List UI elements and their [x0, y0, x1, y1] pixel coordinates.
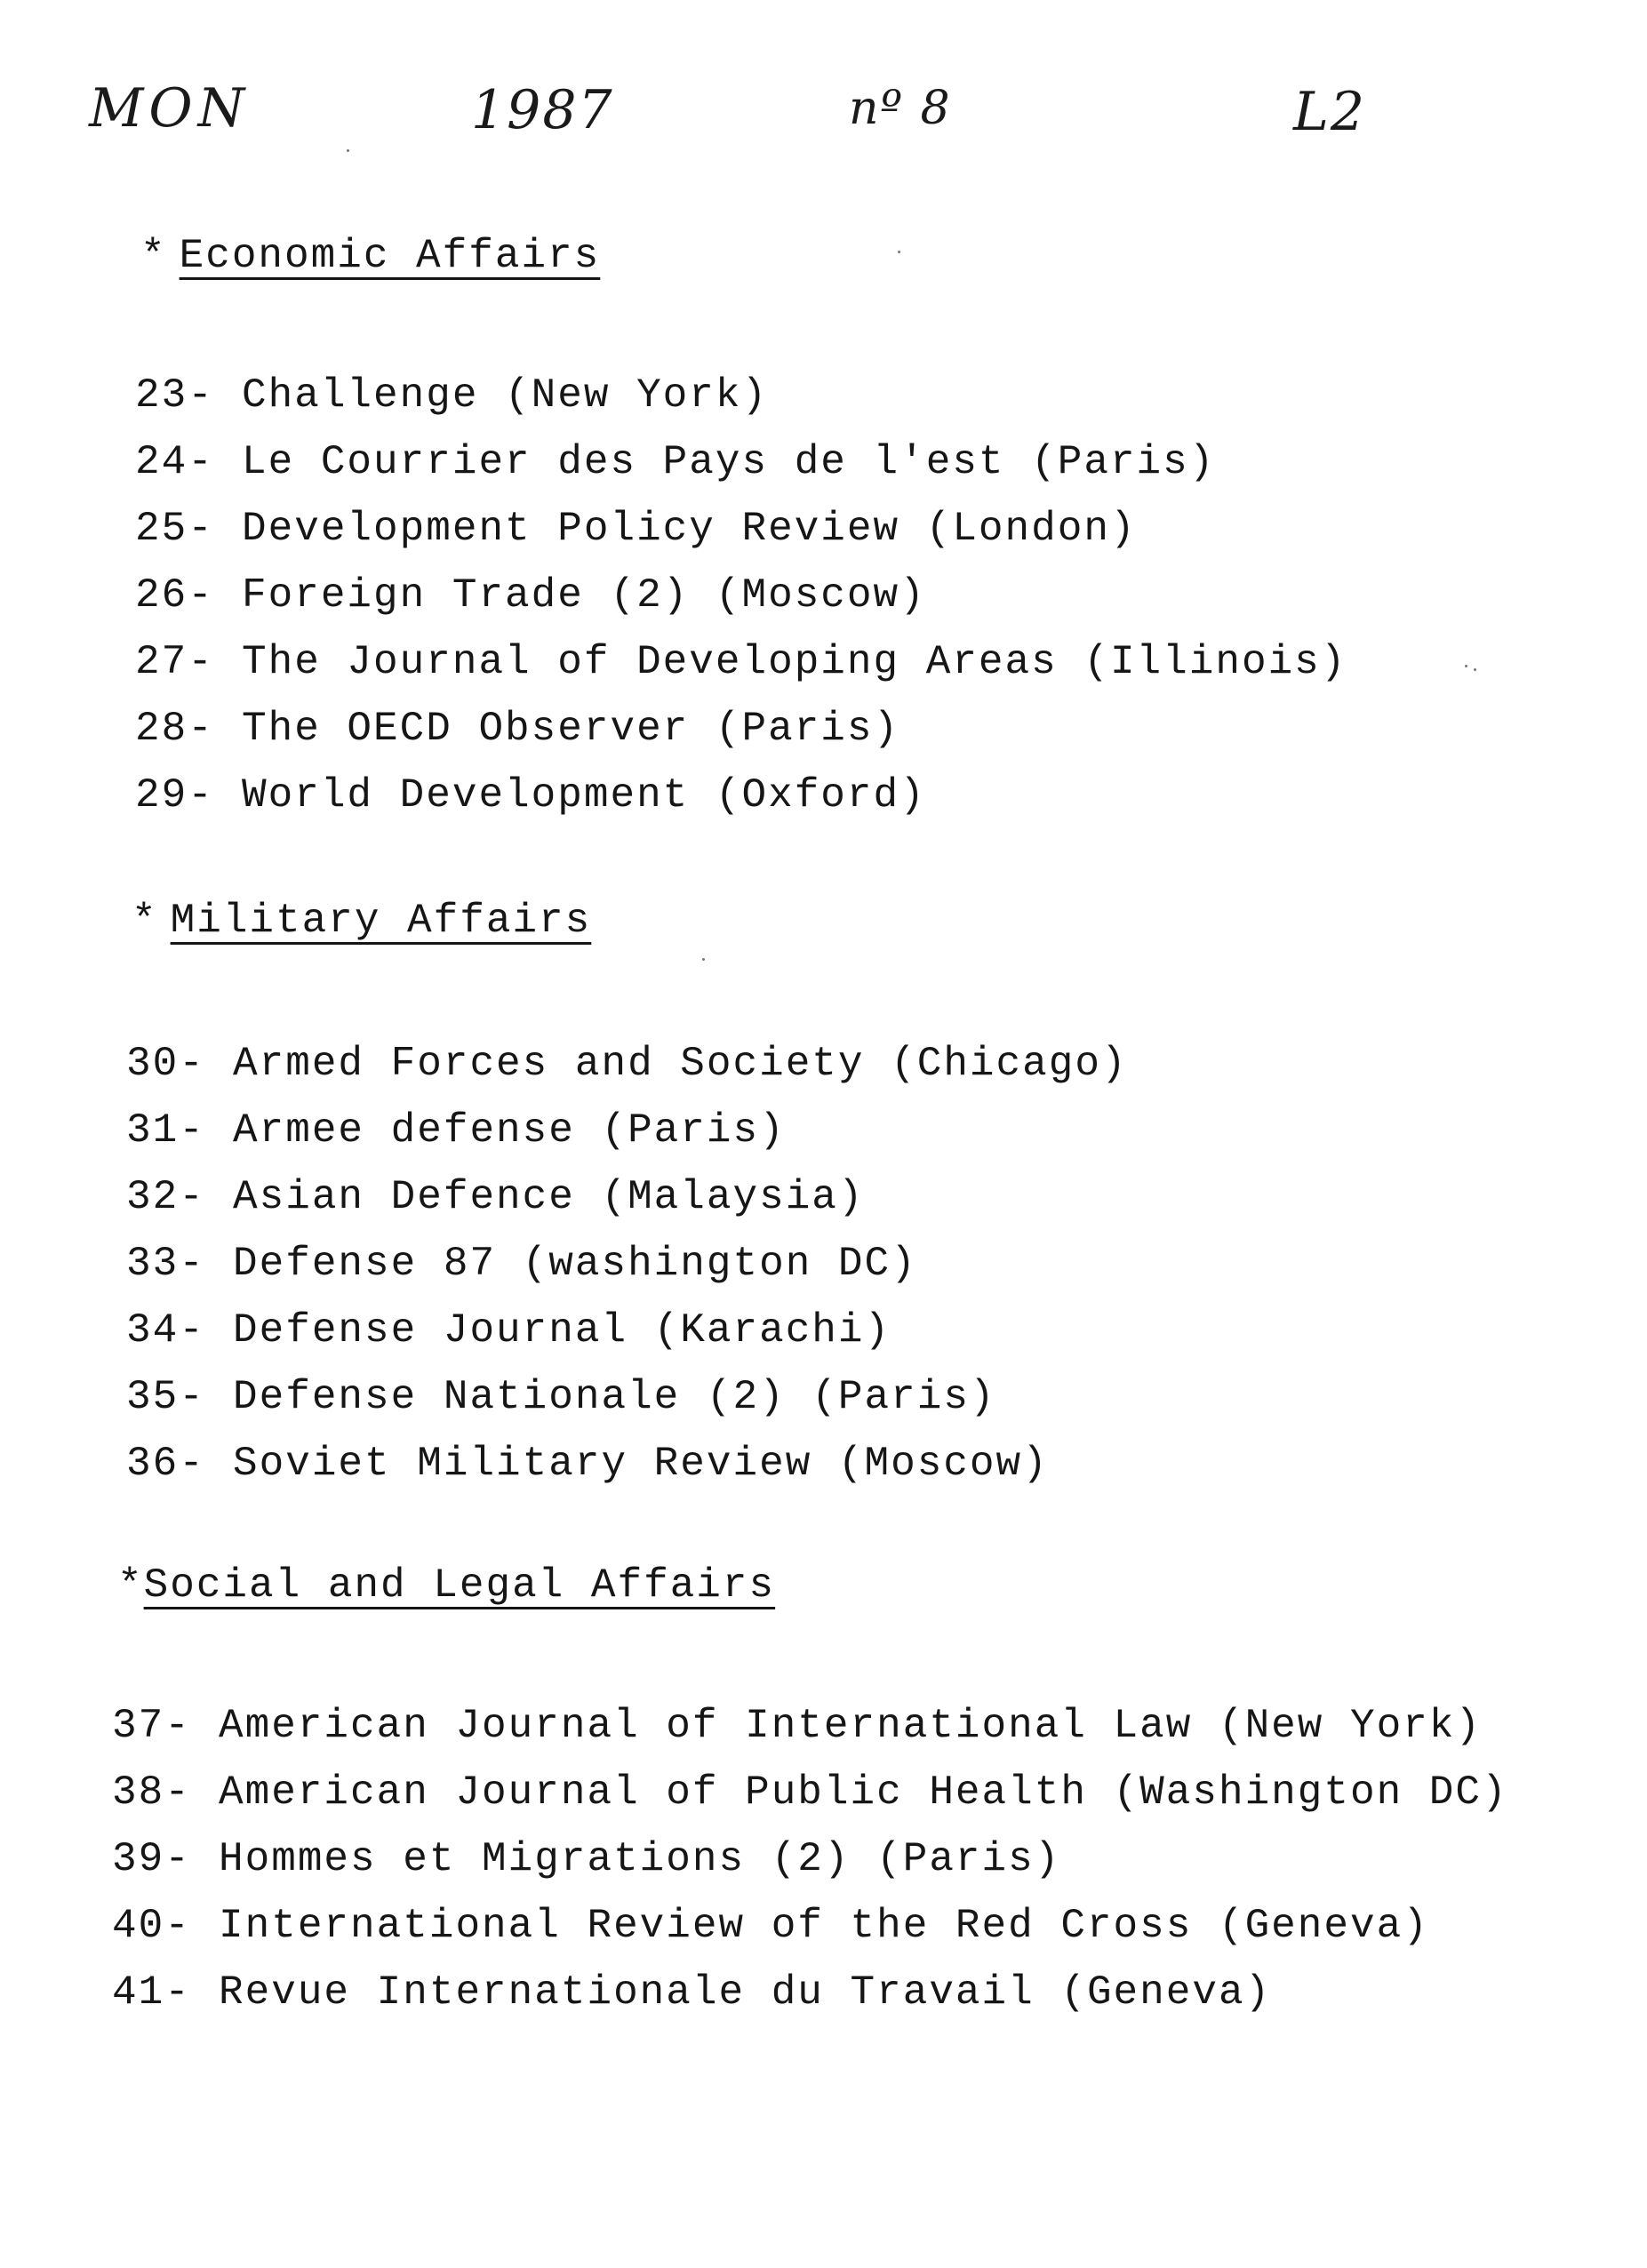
section-bullet: *	[140, 233, 167, 279]
entry-number: 31-	[126, 1107, 205, 1154]
section-title: Social and Legal Affairs	[143, 1562, 776, 1609]
scan-speck	[1465, 665, 1467, 667]
list-item	[135, 696, 1347, 763]
entry-number: 28-	[135, 706, 214, 752]
section-bullet: *	[117, 1562, 144, 1609]
entry-text: Defense Nationale (2) (Paris)	[233, 1374, 996, 1420]
entry-number: 40-	[112, 1903, 191, 1949]
entry-number: 35-	[126, 1374, 205, 1420]
social-legal-affairs-list	[112, 1693, 1508, 2026]
entry-text: American Journal of Public Health (Washington DC)	[219, 1769, 1508, 1816]
list-item	[135, 763, 1347, 829]
list-item	[126, 1164, 1128, 1231]
entry-text: The Journal of Developing Areas (Illinois)	[242, 639, 1347, 685]
entry-text: Development Policy Review (London)	[242, 506, 1137, 552]
entry-text: Foreign Trade (2) (Moscow)	[242, 572, 926, 619]
entry-number: 23-	[135, 372, 214, 419]
list-item	[135, 496, 1347, 563]
entry-number: 30-	[126, 1041, 205, 1087]
entry-number: 37-	[112, 1703, 191, 1749]
handwritten-year: 1987	[471, 79, 614, 141]
scan-speck	[898, 251, 900, 253]
handwritten-number: nº 8	[849, 82, 952, 135]
entry-number: 36-	[126, 1441, 205, 1487]
entry-text: Armed Forces and Society (Chicago)	[233, 1041, 1128, 1087]
list-item	[126, 1031, 1128, 1098]
list-item	[126, 1098, 1128, 1164]
scan-speck	[702, 958, 705, 961]
list-item	[126, 1431, 1128, 1497]
entry-text: Hommes et Migrations (2) (Paris)	[219, 1836, 1061, 1882]
list-item	[112, 1893, 1508, 1960]
entry-text: Asian Defence (Malaysia)	[233, 1174, 865, 1220]
entry-text: The OECD Observer (Paris)	[242, 706, 900, 752]
military-affairs-list	[126, 1031, 1128, 1497]
list-item	[135, 563, 1347, 629]
list-item	[135, 629, 1347, 696]
entry-number: 39-	[112, 1836, 191, 1882]
section-title: Military Affairs	[170, 898, 592, 944]
entry-number: 26-	[135, 572, 214, 619]
entry-text: Le Courrier des Pays de l'est (Paris)	[242, 439, 1216, 485]
entry-number: 38-	[112, 1769, 191, 1816]
scan-speck	[347, 149, 349, 152]
entry-text: Defense Journal (Karachi)	[233, 1307, 891, 1354]
entry-text: American Journal of International Law (New York)	[219, 1703, 1483, 1749]
section-heading-military-affairs	[132, 898, 591, 944]
list-item	[126, 1298, 1128, 1364]
entry-text: Armee defense (Paris)	[233, 1107, 786, 1154]
scan-speck	[1474, 668, 1476, 671]
entry-number: 41-	[112, 1969, 191, 2016]
list-item	[112, 1760, 1508, 1826]
entry-text: Challenge (New York)	[242, 372, 769, 419]
entry-number: 34-	[126, 1307, 205, 1354]
entry-number: 32-	[126, 1174, 205, 1220]
entry-number: 27-	[135, 639, 214, 685]
entry-number: 24-	[135, 439, 214, 485]
handwritten-code: MON	[89, 77, 251, 140]
section-heading-economic-affairs	[140, 233, 600, 279]
entry-text: International Review of the Red Cross (Geneva)	[219, 1903, 1429, 1949]
list-item	[112, 1693, 1508, 1760]
section-title: Economic Affairs	[179, 233, 601, 279]
entry-number: 29-	[135, 772, 214, 819]
list-item	[126, 1364, 1128, 1431]
list-item	[135, 363, 1347, 429]
section-bullet: *	[132, 898, 158, 944]
entry-text: Defense 87 (washington DC)	[233, 1241, 917, 1287]
list-item	[135, 429, 1347, 496]
economic-affairs-list	[135, 363, 1347, 829]
entry-text: Revue Internationale du Travail (Geneva)	[219, 1969, 1272, 2016]
entry-number: 25-	[135, 506, 214, 552]
list-item	[126, 1231, 1128, 1298]
entry-text: Soviet Military Review (Moscow)	[233, 1441, 1049, 1487]
entry-number: 33-	[126, 1241, 205, 1287]
section-heading-social-legal-affairs	[117, 1562, 775, 1609]
handwritten-page-ref: L2	[1293, 81, 1367, 143]
list-item	[112, 1826, 1508, 1893]
list-item	[112, 1960, 1508, 2026]
entry-text: World Development (Oxford)	[242, 772, 926, 819]
